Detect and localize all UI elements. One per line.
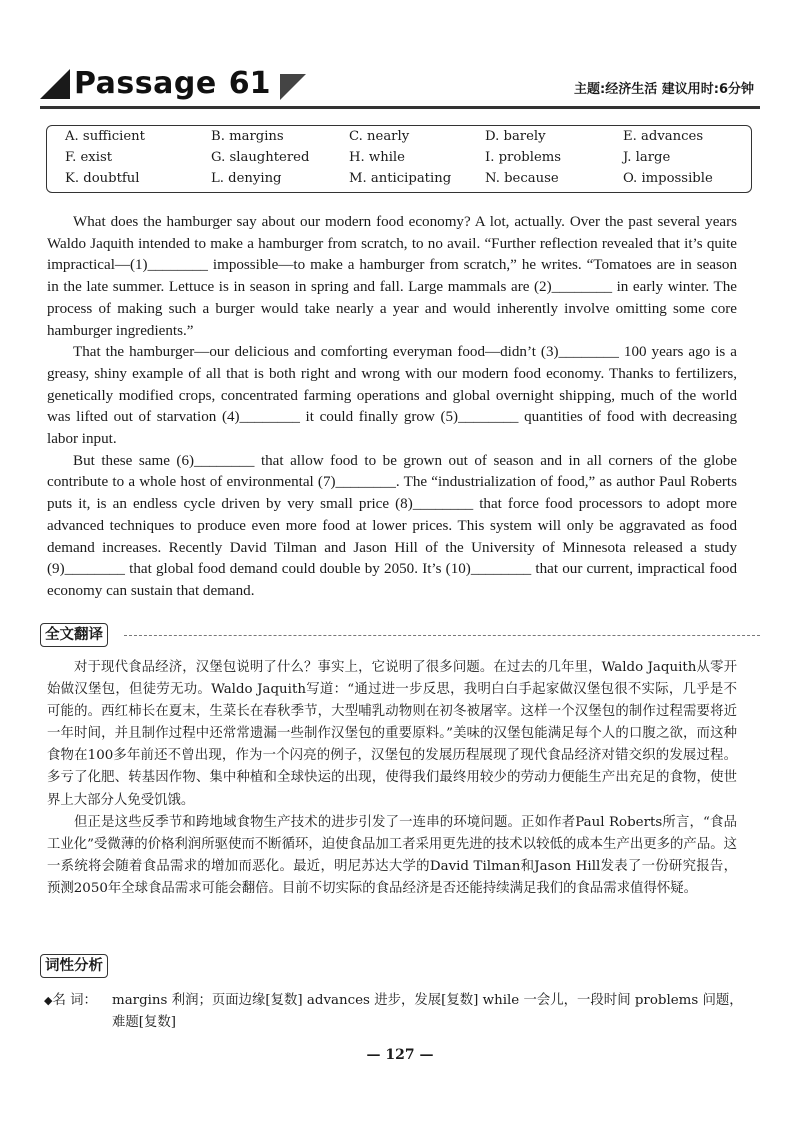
- passage-title: [40, 66, 306, 101]
- option-item: D. barely: [485, 129, 546, 144]
- option-item: K. doubtful: [65, 171, 140, 186]
- passage-number: 61: [228, 66, 271, 101]
- option-item: M. anticipating: [349, 171, 452, 186]
- translation-text: [47, 657, 737, 900]
- translation-heading: [40, 623, 108, 647]
- option-item: N. because: [485, 171, 559, 186]
- page-number: — 127 —: [366, 1047, 434, 1063]
- title-right-triangle-icon: [280, 74, 306, 100]
- heading-dashed-rule: [124, 635, 760, 636]
- option-item: E. advances: [623, 129, 704, 144]
- title-left-triangle-icon: [40, 69, 70, 99]
- option-item: F. exist: [65, 150, 113, 165]
- passage-paragraph: What does the hamburger say about our modern food economy? A lot, actually. Over the past several years Waldo Jaquith intended to make a hamburger from scratch, to no avail. “Further reflection revealed that it’s quite impractical—(1)________ impossible—to make a hamburger from scratch,” he writes. “Tomatoes are in season in the late summer. Lettuce is in season in spring and fall. Large mammals are (2)________ in early winter. The process of making such a burger would take nearly a year and would inherently involve omitting some core hamburger ingredients.”: [47, 214, 737, 339]
- option-item: H. while: [349, 150, 405, 165]
- passage-paragraph: That the hamburger—our delicious and comforting everyman food—didn’t (3)________ 100 years ago is a greasy, shiny example of all that is both right and wrong with our modern food economy. Thanks to fertilizers, genetically modified crops, concentrated farming operations and global overnight shipping, much of the world was lifted out of starvation (4)________ it could finally grow (5)________ quantities of food with decreasing labor input.: [47, 344, 737, 448]
- option-item: J. large: [623, 150, 671, 165]
- translation-label: 全文翻译: [40, 623, 108, 647]
- option-item: L. denying: [211, 171, 282, 186]
- passage-word: Passage: [74, 66, 217, 101]
- diamond-bullet-icon: ◆: [44, 994, 53, 1007]
- topic-line: 主题:经济生活 建议用时:6分钟: [574, 82, 754, 97]
- option-item: A. sufficient: [65, 129, 145, 144]
- option-item: C. nearly: [349, 129, 410, 144]
- vocab-list: [44, 990, 748, 1034]
- vocab-category: ◆名 词：: [44, 993, 97, 1008]
- translation-paragraph: 对于现代食品经济，汉堡包说明了什么？事实上，它说明了很多问题。在过去的几年里，Waldo Jaquith从零开始做汉堡包，但徒劳无功。Waldo Jaquith写道：“通过进一步反思，我明白白手起家做汉堡包很不实际，几乎是不可能的。西红柿长在夏末，生菜长在春秋季节，大型哺乳动物则在初冬被屠宰。这样一个汉堡包的制作过程需要将近一年时间，并且制作过程中还常常遗漏一些制作汉堡包的重要原料。”美味的汉堡包能满足每个人的口腹之欲，而这种食物在100多年前还不曾出现，作为一个闪亮的例子，汉堡包的发展历程展现了现代食品经济对错交织的发展过程。多亏了化肥、转基因作物、集中种植和全球快运的出现，使得我们最终用较少的劳动力便能生产出充足的食物，使世界上大部分人免受饥饿。: [47, 660, 737, 808]
- vocab-label: 词性分析: [40, 954, 108, 978]
- passage-paragraph: But these same (6)________ that allow food to be grown out of season and in all corners of the globe contribute to a whole host of environmental (7)________. The “industrialization of food,” as author Paul Roberts puts it, is an endless cycle driven by very small price (8)________ that force food processors to adopt more advanced techniques to produce even more food at lower prices. This system will only be aggravated as food demand increases. Recently David Tilman and Jason Hill of the University of Minnesota released a study (9)________ that global food demand could double by 2050. It’s (10)________ that our current, impractical food economy can sustain that demand.: [47, 452, 737, 599]
- option-item: G. slaughtered: [211, 150, 310, 165]
- vocab-entries: margins 利润；页面边缘[复数] advances 进步，发展[复数] while 一会儿，一段时间 problems 问题，难题[复数]: [112, 993, 743, 1030]
- word-bank-box: [46, 125, 752, 193]
- translation-paragraph: 但正是这些反季节和跨地域食物生产技术的进步引发了一连串的环境问题。正如作者Paul Roberts所言，“食品工业化”受微薄的价格利润所驱使而不断循环，迫使食品加工者采用更先进的技术以较低的成本生产出更多的产品。这一系统将会随着食品需求的增加而恶化。最近，明尼苏达大学的David Tilman和Jason Hill发表了一份研究报告，预测2050年全球食品需求可能会翻倍。目前不切实际的食品经济是否还能持续满足我们的食品需求值得怀疑。: [47, 814, 737, 896]
- passage-text: [47, 212, 737, 603]
- page-header: [40, 62, 760, 112]
- option-item: B. margins: [211, 129, 284, 144]
- option-item: O. impossible: [623, 171, 713, 186]
- option-item: I. problems: [485, 150, 562, 165]
- header-rule: [40, 106, 760, 109]
- vocab-heading: [40, 954, 108, 978]
